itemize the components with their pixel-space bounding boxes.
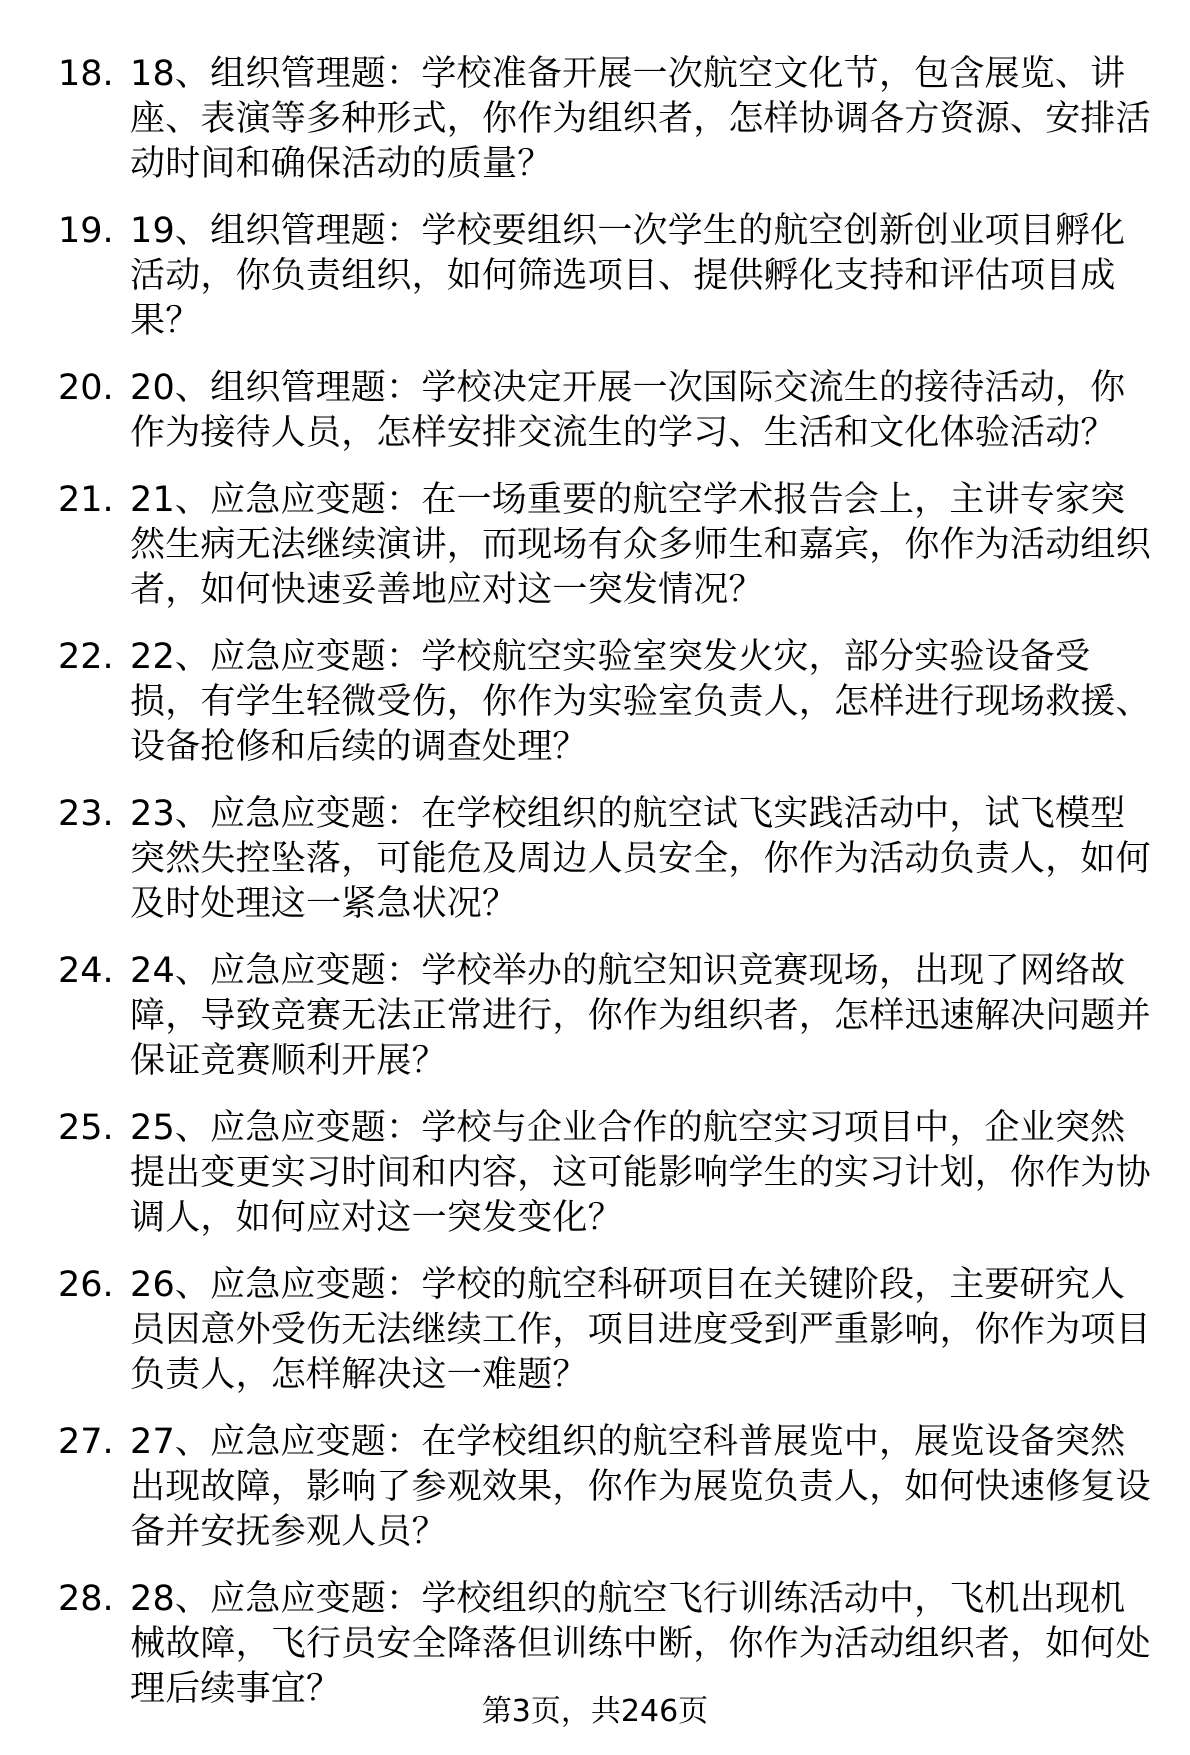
list-item (58, 1420, 1158, 1555)
item-text: 18、组织管理题：学校准备开展一次航空文化节，包含展览、讲座、表演等多种形式，你作为组织者，怎样协调各方资源、安排活动时间和确保活动的质量？ (130, 54, 1151, 184)
item-number: 18. (58, 54, 114, 94)
list-item (58, 949, 1158, 1084)
item-number: 20. (58, 368, 114, 408)
item-number: 27. (58, 1422, 114, 1462)
list-item (58, 209, 1158, 344)
item-number: 19. (58, 211, 114, 251)
item-text: 25、应急应变题：学校与企业合作的航空实习项目中，企业突然提出变更实习时间和内容，这可能影响学生的实习计划，你作为协调人，如何应对这一突发变化？ (130, 1108, 1151, 1238)
item-number: 22. (58, 637, 114, 677)
item-text: 20、组织管理题：学校决定开展一次国际交流生的接待活动，你作为接待人员，怎样安排交流生的学习、生活和文化体验活动？ (130, 368, 1126, 453)
list-item (58, 792, 1158, 927)
list-item (58, 1577, 1158, 1712)
list-item (58, 52, 1158, 187)
item-text: 22、应急应变题：学校航空实验室突发火灾，部分实验设备受损，有学生轻微受伤，你作为实验室负责人，怎样进行现场救援、设备抢修和后续的调查处理？ (130, 637, 1151, 767)
question-list (58, 52, 1158, 1734)
item-number: 25. (58, 1108, 114, 1148)
item-text: 19、组织管理题：学校要组织一次学生的航空创新创业项目孵化活动，你负责组织，如何筛选项目、提供孵化支持和评估项目成果？ (130, 211, 1126, 341)
list-item (58, 1263, 1158, 1398)
item-number: 28. (58, 1579, 114, 1619)
item-number: 21. (58, 480, 114, 520)
list-item (58, 478, 1158, 613)
item-text: 28、应急应变题：学校组织的航空飞行训练活动中，飞机出现机械故障，飞行员安全降落但训练中断，你作为活动组织者，如何处理后续事宜？ (130, 1579, 1151, 1709)
item-text: 21、应急应变题：在一场重要的航空学术报告会上，主讲专家突然生病无法继续演讲，而现场有众多师生和嘉宾，你作为活动组织者，如何快速妥善地应对这一突发情况？ (130, 480, 1151, 610)
item-text: 26、应急应变题：学校的航空科研项目在关键阶段，主要研究人员因意外受伤无法继续工作，项目进度受到严重影响，你作为项目负责人，怎样解决这一难题？ (130, 1265, 1151, 1395)
item-text: 27、应急应变题：在学校组织的航空科普展览中，展览设备突然出现故障，影响了参观效果，你作为展览负责人，如何快速修复设备并安抚参观人员？ (130, 1422, 1151, 1552)
list-item (58, 635, 1158, 770)
item-number: 23. (58, 794, 114, 834)
item-number: 26. (58, 1265, 114, 1305)
item-text: 23、应急应变题：在学校组织的航空试飞实践活动中，试飞模型突然失控坠落，可能危及周边人员安全，你作为活动负责人，如何及时处理这一紧急状况？ (130, 794, 1151, 924)
list-item (58, 366, 1158, 456)
page-footer: 第3页，共246页 (481, 1694, 709, 1729)
item-text: 24、应急应变题：学校举办的航空知识竞赛现场，出现了网络故障，导致竞赛无法正常进行，你作为组织者，怎样迅速解决问题并保证竞赛顺利开展？ (130, 951, 1151, 1081)
list-item (58, 1106, 1158, 1241)
item-number: 24. (58, 951, 114, 991)
